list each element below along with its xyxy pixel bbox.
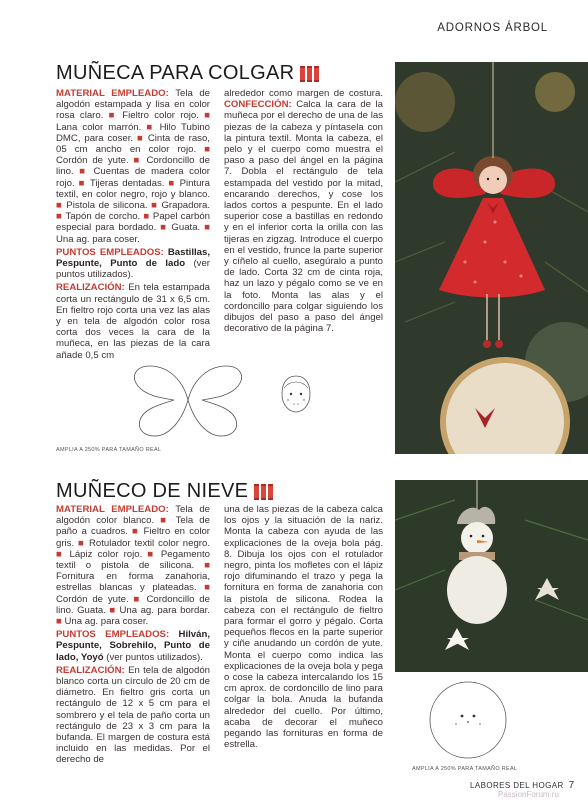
bullet-square-icon: ■ xyxy=(141,121,160,133)
snowman-realization: En tela de algodón blanco corta un círculo de 20 cm de diámetro. En fieltro gris corta un rectángulo de 12 x 5 cm para el sombrero y el tela de paño corta un rectángulo de 23 x 3 cm para la bufanda. El margen de costura está incluido en las medidas. Por el derecho de xyxy=(56,664,210,766)
snowman-material-item: Fieltro en color gris. xyxy=(56,526,210,549)
bullet-square-icon: ■ xyxy=(105,604,120,616)
doll-material-item: Cordón de yute. xyxy=(56,155,129,167)
snowman-title-text: MUÑECO DE NIEVE xyxy=(56,480,249,502)
snowman-pattern-caption: AMPLIA A 250% PARA TAMAÑO REAL xyxy=(412,766,518,772)
doll-realization-label: REALIZACIÓN: xyxy=(56,282,125,294)
doll-material-item: Tapón de corcho. xyxy=(65,211,141,223)
doll-material-item: Hilo Tubino DMC, para coser. xyxy=(56,121,210,144)
snowman-column-2 xyxy=(224,504,383,752)
snowman-materials-label: MATERIAL EMPLEADO: xyxy=(56,504,169,515)
doll-pattern-caption: AMPLIA A 250% PARA TAMAÑO REAL xyxy=(56,447,162,453)
doll-material-item: Fieltro color rojo. xyxy=(122,110,199,122)
doll-title-text: MUÑECA PARA COLGAR xyxy=(56,62,295,84)
doll-material-item: Una ag. para coser. xyxy=(56,233,140,245)
snowman-material-item: Tela de paño a cuadros. xyxy=(56,515,210,538)
bullet-square-icon: ■ xyxy=(103,110,123,122)
doll-material-item: Guata. xyxy=(171,222,201,234)
doll-material-item: Cuentas de madera color rojo. xyxy=(56,166,210,189)
snowman-materials-list xyxy=(56,504,210,627)
doll-material-item: Pintura textil, en color negro, rojo y blanco. xyxy=(56,177,210,200)
doll-stitches-label: PUNTOS EMPLEADOS: xyxy=(56,246,164,258)
thread-spool-icon xyxy=(254,484,273,500)
snowman-instructions: una de las piezas de la cabeza calca los ojos y la situación de la nariz. Monta la cabeza con ayuda de las explicaciones de la oveja bola pág. 8. Dibuja los ojos con el rotulador negro, pinta los mofletes con el lápiz rojo difuminando el trazo y pega la fornitura en forma de zanahoria con la pistola de silicona. Rodea la cabeza con el rectángulo de fieltro para formar el gorro y pégalo. Corta pequeños flecos en la parte superior y ciñe anudando un cordón de yute. Monta el cuerpo como indica las explicaciones de la oveja bola y pega o cose la cabeza intercalando los 15 cm aprox. de cordoncillo de lino para colgar la bola. Anuda la bufanda alrededor del cuello. Por último, acaba de decorar el muñeco pegando las fornituras en forma de estrella. xyxy=(224,504,383,751)
section-title: ADORNOS ÁRBOL xyxy=(437,22,548,34)
snowman-face-pattern xyxy=(420,680,516,760)
doll-stitches: Bastillas, Pespunte, Punto de lado xyxy=(56,246,210,270)
thread-spool-icon xyxy=(300,66,319,82)
doll-material-item: Papel carbón especial para bordado. xyxy=(56,211,210,234)
magazine-name: LABORES DEL HOGAR xyxy=(470,781,564,790)
snowman-material-item: Una ag. para bordar. xyxy=(119,604,210,616)
doll-column-2 xyxy=(224,88,383,336)
doll-material-item: Pistola de silicona. xyxy=(66,200,148,212)
bullet-square-icon: ■ xyxy=(74,537,89,549)
bullet-square-icon: ■ xyxy=(154,515,176,527)
snowman-material-item: Pegamento textil o pistola de silicona. xyxy=(56,548,210,572)
snowman-material-item: Tela de algodón color blanco. xyxy=(56,504,211,527)
bullet-square-icon: ■ xyxy=(194,560,210,572)
bullet-square-icon: ■ xyxy=(133,132,148,144)
doll-realization: En tela estampada corta un rectángulo de 31 x 6,5 cm. En fieltro rojo corta una vez las alas y en tela de algodón color rosa corta dos veces la cara de la muñeca, en las piezas de la cara añade 0,5 cm xyxy=(56,282,210,361)
snowman-material-item: Una ag. para coser. xyxy=(64,616,149,628)
bullet-square-icon: ■ xyxy=(56,616,65,628)
doll-materials-list xyxy=(56,88,210,245)
bullet-square-icon: ■ xyxy=(74,177,90,189)
bullet-square-icon: ■ xyxy=(198,110,210,122)
doll-realization-cont: alrededor como margen de costura. xyxy=(224,88,383,99)
doll-material-item: Cinta de raso, 05 cm ancho en color rojo. xyxy=(56,132,210,156)
bullet-square-icon: ■ xyxy=(127,526,144,538)
bullet-square-icon: ■ xyxy=(196,582,211,594)
bullet-square-icon: ■ xyxy=(164,177,180,189)
page-number: 7 xyxy=(568,780,575,791)
doll-stitches-note: (ver puntos utilizados). xyxy=(56,258,211,281)
bullet-square-icon: ■ xyxy=(73,166,94,178)
doll-confection-label: CONFECCIÓN: xyxy=(224,99,292,111)
doll-material-item: Cordoncillo de lino. xyxy=(56,155,210,178)
doll-column-1 xyxy=(56,88,210,363)
bullet-square-icon: ■ xyxy=(128,155,147,167)
bullet-square-icon: ■ xyxy=(200,222,210,234)
wing-pattern xyxy=(128,360,248,442)
snowman-material-item: Lápiz color rojo. xyxy=(69,548,143,560)
snowman-material-item: Rotulador textil color negro. xyxy=(88,537,210,549)
snowman-column-1 xyxy=(56,504,210,768)
doll-materials-label: MATERIAL EMPLEADO: xyxy=(56,88,169,99)
doll-material-item: Lana color marrón. xyxy=(56,121,142,133)
doll-material-item: Grapadora. xyxy=(161,200,210,212)
bullet-square-icon: ■ xyxy=(140,211,153,223)
bullet-square-icon: ■ xyxy=(196,144,210,156)
snowman-title xyxy=(56,480,273,503)
bullet-square-icon: ■ xyxy=(56,211,66,223)
doll-face-pattern xyxy=(280,374,312,414)
bullet-square-icon: ■ xyxy=(56,200,67,212)
doll-material-item: Tela de algodón estampada y lisa en color rosa claro. xyxy=(56,88,211,122)
bullet-square-icon: ■ xyxy=(156,222,172,234)
doll-title xyxy=(56,62,319,85)
doll-material-item: Tijeras dentadas. xyxy=(89,177,165,189)
snowman-stitches: Hilván, Pespunte, Sobrehilo, Punto de lado, Yoyó xyxy=(56,629,211,663)
snowman-material-item: Cordoncillo de lino. Guata. xyxy=(56,593,210,616)
doll-photo xyxy=(395,62,588,454)
bullet-square-icon: ■ xyxy=(142,548,161,560)
snowman-stitches-label: PUNTOS EMPLEADOS: xyxy=(56,629,170,641)
snowman-material-item: Cordón de yute. xyxy=(56,593,129,605)
doll-confection: Calca la cara de la muñeca por el derecho de una de las piezas de la cabeza y píntasela con la pintura textil. Monta la cabeza, el pelo y el cuerpo como muestra el paso a paso del ángel en la página 7. Dobla el rectángulo de tela estampada del vestido por la mitad, encarando derechos, y cose los lados cortos a pespunte. En el lado superior cose a bastillas en redondo y en el inferior corta la orilla con las tijeras en zigzag. Introduce el cuerpo en el vestido, frunce la parte superior y cíñelo al cuello, asegúralo a punto de lado. Corta 32 cm de cinta roja, haz un lazo y pégalo como se ve en la foto. Monta las alas y el cordoncillo para colgar siguiendo los dibujos del paso a paso del ángel decorativo de la página 7. xyxy=(224,99,383,335)
bullet-square-icon: ■ xyxy=(147,200,162,212)
bullet-square-icon: ■ xyxy=(128,593,147,605)
snowman-stitches-note: (ver puntos utilizados). xyxy=(106,651,203,663)
snowman-photo xyxy=(395,480,588,672)
snowman-realization-label: REALIZACIÓN: xyxy=(56,664,125,676)
watermark: PassionForum.ru xyxy=(498,790,559,799)
snowman-material-item: Fornitura en forma zanahoria, estrellas blancas y plateadas. xyxy=(56,571,210,594)
bullet-square-icon: ■ xyxy=(56,548,70,560)
